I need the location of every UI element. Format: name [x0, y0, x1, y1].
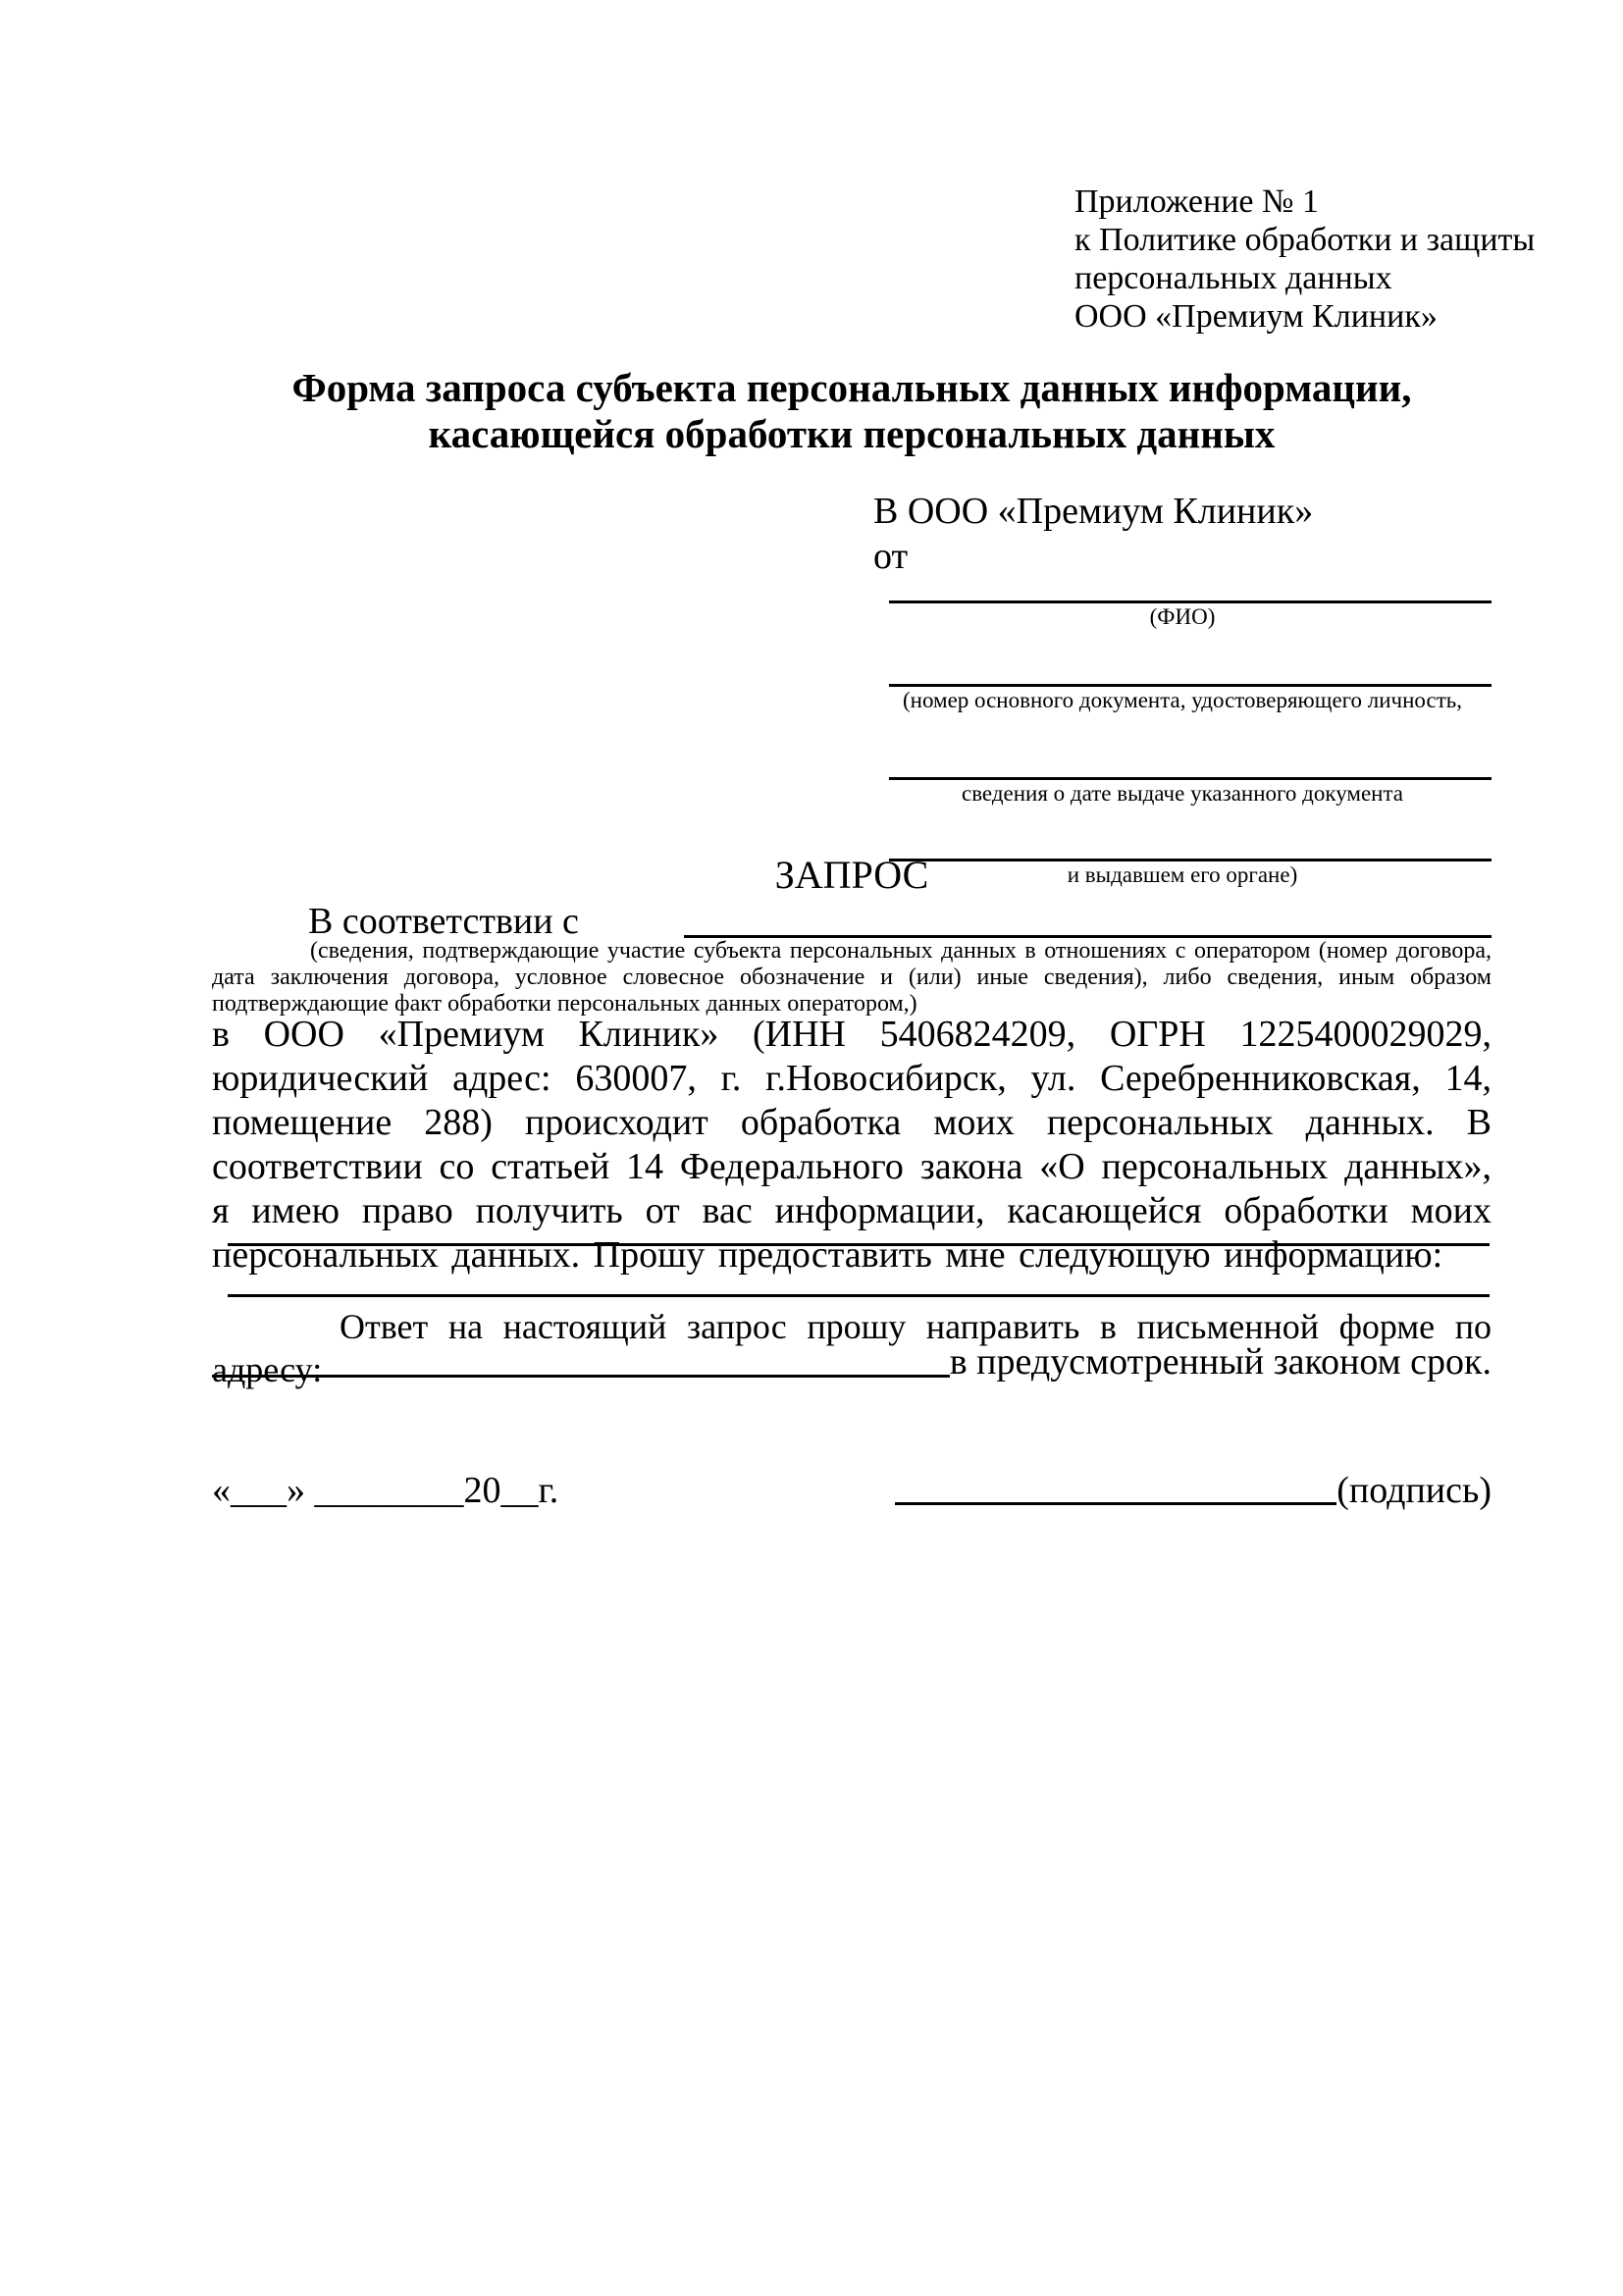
- answer-lead: Ответ на настоящий запрос прошу направить в письменной форме по адресу:: [212, 1307, 1492, 1389]
- date-blank-field[interactable]: «___» ________20__г.: [212, 1470, 559, 1511]
- request-heading: ЗАПРОС: [774, 853, 929, 897]
- appendix-line: к Политике обработки и защиты: [1074, 222, 1536, 258]
- signature-caption: (подпись): [1336, 1470, 1492, 1511]
- signature-group: [895, 1468, 1492, 1513]
- basis-lead: В соответствии с: [308, 901, 579, 942]
- answer-tail: в предусмотренный законом срок.: [949, 1341, 1492, 1383]
- appendix-line: персональных данных: [1074, 260, 1392, 296]
- request-body: в ООО «Премиум Клиник» (ИНН 5406824209, ОГРН 1225400029029, юридический адрес: 630007, г. г.Новосибирск, ул. Серебренниковская, 14, помещение 288) происходит обработка моих персональных данных. В соответствии со статьей 14 Федерального закона «О персональных данных», я имею право получить от вас информации, касающейся обработки моих персональных данных. Прошу предоставить мне следующую информацию:: [212, 1014, 1492, 1276]
- doc-number-caption: (номер основного документа, удостоверяющего личность,: [902, 688, 1462, 712]
- fio-caption: (ФИО): [1149, 604, 1216, 629]
- basis-blank-line[interactable]: [684, 899, 1492, 938]
- issuing-authority-caption: и выдавшем его органе): [1067, 862, 1298, 887]
- basis-note: (сведения, подтверждающие участие субъекта персональных данных в отношениях с оператором (номер договора, дата заключения договора, условное словесное обозначение и (или) иные сведения), либо сведения, иным образом подтверждающие факт обработки персональных данных оператором,): [212, 938, 1492, 1017]
- answer-row: [212, 1340, 1492, 1383]
- issue-date-blank: [873, 714, 1492, 808]
- page-title-line: Форма запроса субъекта персональных данных информации,: [291, 365, 1412, 410]
- doc-number-blank: [873, 631, 1492, 714]
- signature-blank-line[interactable]: [895, 1502, 1336, 1505]
- addressee-to: В ООО «Премиум Клиник»: [873, 491, 1314, 532]
- fio-blank: [873, 579, 1492, 631]
- address-blank-line[interactable]: [212, 1340, 950, 1378]
- appendix-block: [1074, 183, 1535, 336]
- appendix-line: Приложение № 1: [1074, 183, 1319, 220]
- page-title-line: касающейся обработки персональных данных: [428, 411, 1276, 456]
- info-blank-line-1[interactable]: [228, 1217, 1490, 1246]
- appendix-line: ООО «Премиум Клиник»: [1074, 298, 1438, 335]
- footer-row: [212, 1452, 1492, 1513]
- info-blank-line-2[interactable]: [228, 1268, 1490, 1297]
- addressee-block: [873, 489, 1492, 889]
- addressee-from-label: от: [873, 536, 909, 577]
- page-title: [212, 365, 1492, 457]
- issue-date-caption: сведения о дате выдаче указанного документа: [961, 781, 1404, 806]
